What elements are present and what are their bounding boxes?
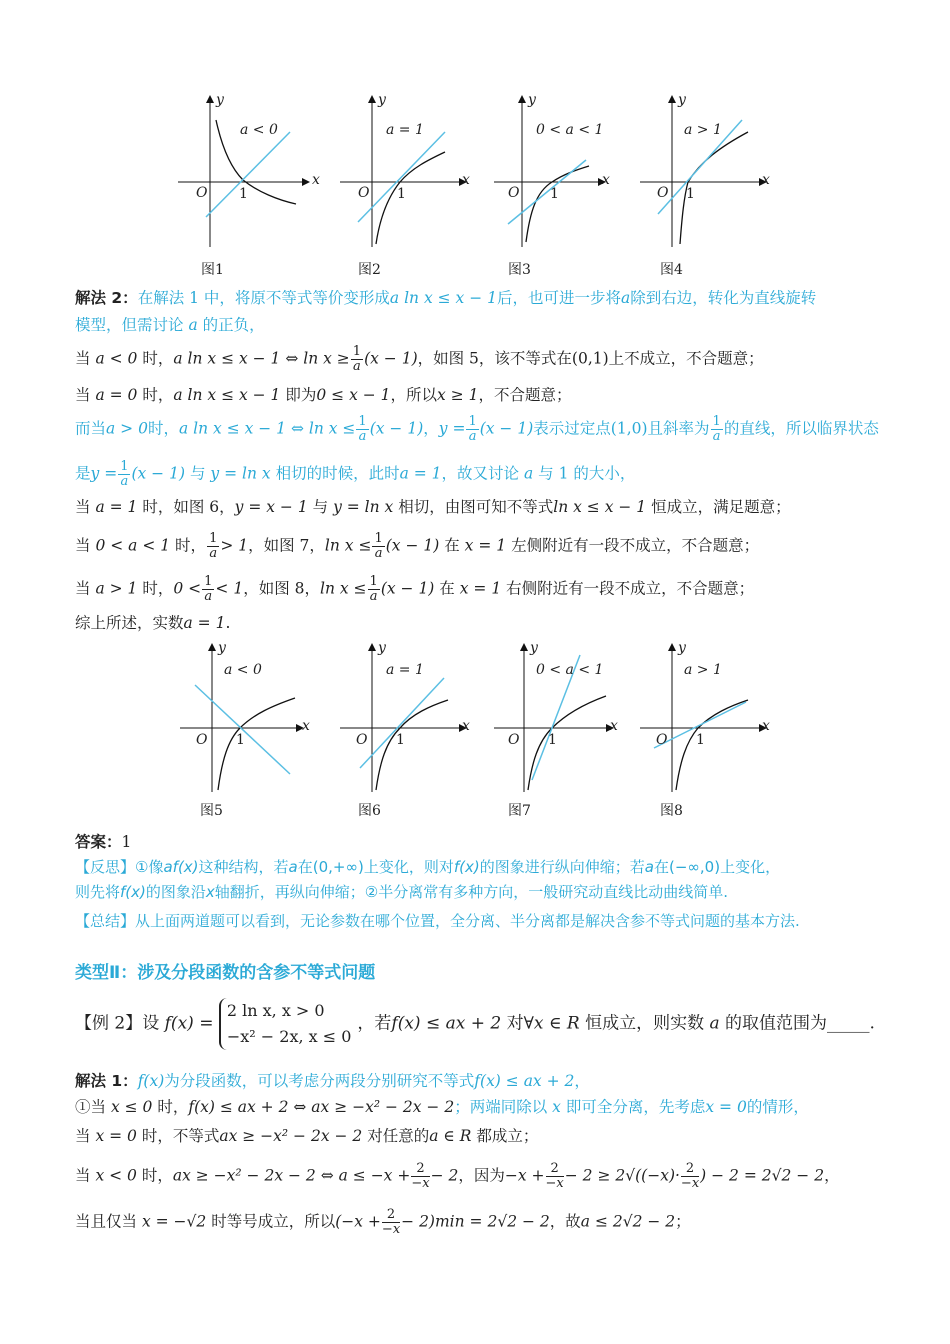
text: ，因为: [458, 1166, 505, 1185]
x-label: x: [610, 718, 618, 734]
origin-label: O: [656, 732, 668, 748]
frac-num: 2: [411, 1162, 429, 1177]
conclusion: [75, 613, 230, 633]
text: 且斜率为: [647, 419, 710, 438]
math: ax ≥ −x² − 2x − 2 ⇔ a ≤ −x +: [172, 1166, 411, 1185]
math: y = ln x: [210, 464, 271, 483]
math: a = 1: [95, 498, 138, 516]
math: ∀x ∈ R: [523, 1013, 580, 1034]
figure-2: [340, 92, 480, 278]
text: 的直线，所以临界状态: [723, 419, 879, 438]
frac-num: 1: [369, 574, 378, 589]
method2-intro-line1: [75, 288, 816, 308]
text: 当: [75, 1166, 91, 1185]
math: (−x +: [335, 1212, 381, 1231]
text: 在: [439, 579, 455, 598]
text: 都成立；: [476, 1127, 539, 1145]
math: x: [552, 1098, 561, 1116]
text: 相切的时候，此时: [275, 464, 400, 483]
math: x = 0: [95, 1127, 137, 1145]
figure-condition: a = 1: [386, 662, 424, 678]
frac-den: a: [358, 429, 367, 444]
one-label: 1: [236, 732, 245, 748]
text: 上变化，: [720, 858, 781, 876]
text: 时，: [157, 1098, 189, 1116]
math: ln x ≤ x − 1: [553, 498, 647, 516]
frac-num: 1: [204, 574, 213, 589]
text: 对: [506, 1013, 524, 1034]
answer-label: 答案：: [75, 833, 122, 851]
piece-case: 2 ln x, x > 0: [226, 1001, 325, 1020]
math: (−∞,0): [668, 858, 721, 876]
answer-blank: _____: [827, 1013, 870, 1034]
math: y =: [90, 464, 118, 483]
figure-caption: 图3: [508, 262, 531, 278]
math: (1,0): [610, 419, 648, 438]
math: f(x) ≤ ax + 2: [391, 1013, 502, 1034]
example-2: [75, 998, 875, 1050]
frac-num: 1: [358, 414, 367, 429]
text: ，若: [357, 1013, 392, 1034]
figure-caption: 图8: [660, 803, 683, 819]
frac-den: −x: [381, 1222, 401, 1237]
math: (x − 1): [364, 349, 418, 368]
math: x ≥ 1: [437, 386, 479, 404]
text: 而当: [75, 419, 107, 438]
origin-label: O: [196, 732, 208, 748]
math: a ≤ 2√2 − 2: [580, 1212, 676, 1231]
text: 当: [75, 579, 91, 598]
math: ln x ≤: [324, 536, 372, 555]
fraction: [382, 1208, 400, 1237]
text: 上不成立，不合题意；: [608, 349, 764, 368]
text: 时等号成立，所以: [211, 1212, 336, 1231]
math: (x − 1): [380, 579, 435, 598]
text: 的图象沿: [145, 883, 206, 901]
one-label: 1: [696, 732, 705, 748]
text: 在解法 1 中，将原不等式等价变形成: [137, 289, 390, 307]
text: 则先将: [75, 883, 121, 901]
math: (x − 1): [385, 536, 440, 555]
math: f(x): [120, 883, 146, 901]
frac-num: 1: [209, 531, 218, 546]
text: 与: [312, 498, 329, 516]
text: ；两端同除以: [454, 1098, 548, 1116]
math: (0,+∞): [312, 858, 364, 876]
math: f(x) =: [164, 1013, 214, 1034]
origin-label: O: [356, 732, 368, 748]
sol1-title: 解法 1：: [75, 1072, 138, 1090]
math: − 2: [430, 1166, 459, 1185]
math: a = 0: [95, 386, 138, 404]
math: y =: [438, 419, 466, 438]
text: 后，也可进一步将: [496, 289, 621, 307]
answer: [75, 832, 131, 852]
case-a-zero: [75, 385, 572, 405]
one-label: 1: [239, 186, 248, 202]
math: 0 ≤ x − 1: [316, 386, 391, 404]
figure-caption: 图1: [201, 262, 224, 278]
origin-label: O: [657, 185, 669, 201]
text: 相切，由图可知不等式: [398, 498, 554, 516]
text: 时，: [142, 579, 174, 598]
text: ①当: [75, 1098, 107, 1116]
text: 在: [653, 858, 669, 876]
x-label: x: [762, 718, 770, 734]
figure-condition: 0 < a < 1: [536, 122, 604, 138]
frac-den: a: [209, 546, 218, 561]
math: y = x − 1: [234, 498, 308, 516]
text: 时，: [147, 419, 179, 438]
math: a ln x ≤ x − 1 ⇔ ln x ≥: [173, 349, 350, 368]
math: (x − 1): [369, 419, 424, 438]
figure-3: [494, 92, 634, 278]
text: 轴翻折，再纵向伸缩；②半分离常有多种方向，一般研究动直线比动曲线简单.: [214, 883, 729, 901]
frac-num: 1: [120, 459, 129, 474]
figure-condition: 0 < a < 1: [536, 662, 604, 678]
example-tag: 【例 2】: [75, 1013, 143, 1034]
frac-num: 2: [546, 1162, 564, 1177]
math: x = 1: [464, 536, 507, 555]
math: a: [188, 316, 198, 334]
frac-den: a: [353, 359, 361, 374]
fraction: [368, 575, 380, 604]
math: x = −√2: [141, 1212, 207, 1231]
text: 右侧附近有一段不成立，不合题意；: [506, 579, 755, 598]
text: 与 1 的大小，: [538, 464, 636, 483]
math: a ln x ≤ x − 1: [389, 289, 497, 307]
sol1-step2: [75, 1126, 538, 1146]
math: y = ln x: [333, 498, 394, 516]
y-label: y: [528, 92, 536, 108]
text: 左侧附近有一段不成立，不合题意；: [511, 536, 760, 555]
frac-num: 1: [712, 414, 721, 429]
fraction: [207, 532, 219, 561]
text: 除到右边，转化为直线旋转: [630, 289, 817, 307]
method2-intro-line2: [75, 315, 265, 335]
math: (x − 1): [131, 464, 186, 483]
sol1-step3: [75, 1162, 840, 1191]
piece-case: −x² − 2x, x ≤ 0: [226, 1027, 352, 1046]
math: a: [709, 1013, 720, 1034]
math: > 1: [220, 536, 249, 555]
figure-condition: a > 1: [684, 662, 722, 678]
y-label: y: [218, 640, 226, 656]
text: ，: [423, 419, 439, 438]
math: x < 0: [95, 1166, 137, 1185]
math: − 2 ≥ 2√((−x)·: [564, 1166, 680, 1185]
figure-caption: 图7: [508, 803, 531, 819]
reflection-line2: [75, 882, 728, 902]
text: 时，: [142, 349, 174, 368]
figure-5: [180, 640, 320, 819]
text: ，故又讨论: [441, 464, 520, 483]
text: 与: [189, 464, 206, 483]
figure-1: [178, 92, 320, 278]
x-label: x: [762, 172, 770, 188]
figure-6: [340, 640, 480, 819]
case-a-between: [75, 532, 759, 561]
figure-7: [494, 640, 634, 819]
section-heading: 类型Ⅱ：涉及分段函数的含参不等式问题: [75, 963, 376, 983]
y-label: y: [530, 640, 538, 656]
math: −x +: [504, 1166, 545, 1185]
frac-den: −x: [411, 1176, 430, 1191]
text: 即可全分离，先考虑: [565, 1098, 706, 1116]
origin-label: O: [358, 185, 370, 201]
graph-2: [340, 92, 480, 257]
frac-num: 2: [382, 1208, 400, 1223]
math: a = 1: [183, 614, 226, 632]
text: 当: [75, 1127, 91, 1145]
y-label: y: [378, 640, 386, 656]
frac-den: a: [120, 474, 129, 489]
text: 的情形，: [746, 1098, 809, 1116]
figure-8: [640, 640, 780, 819]
answer-value: 1: [121, 833, 132, 851]
math: < 1: [215, 579, 244, 598]
frac-num: 1: [352, 344, 362, 359]
text: 的取值范围为: [725, 1013, 828, 1034]
text: 时，: [142, 386, 174, 404]
math: a: [644, 858, 654, 876]
text: ①像: [135, 858, 164, 876]
graph-1: [178, 92, 318, 257]
figure-condition: a < 0: [240, 122, 278, 138]
sol1-intro: [75, 1071, 590, 1091]
x-label: x: [462, 172, 470, 188]
x-label: x: [312, 172, 320, 188]
text: .: [225, 614, 231, 632]
y-label: y: [378, 92, 386, 108]
text: ，不合题意；: [478, 386, 572, 404]
text: 对任意的: [367, 1127, 430, 1145]
origin-label: O: [508, 185, 520, 201]
text: 当: [75, 349, 91, 368]
one-label: 1: [548, 732, 557, 748]
text: 时，: [141, 1166, 173, 1185]
summary-tag: 【总结】: [75, 912, 136, 930]
text: 即为: [285, 386, 317, 404]
text: 当: [75, 536, 91, 555]
fraction: [118, 460, 130, 489]
frac-den: −x: [545, 1176, 564, 1191]
math: (x − 1): [479, 419, 534, 438]
text: 表示过定点: [533, 419, 611, 438]
text: 模型，但需讨论: [75, 316, 184, 334]
math: ln x ≤: [320, 579, 367, 598]
math: ) − 2 = 2√2 − 2: [700, 1166, 825, 1185]
math: a > 0: [106, 419, 148, 438]
text: 设: [142, 1013, 160, 1034]
origin-label: O: [508, 732, 520, 748]
math: a: [288, 858, 298, 876]
case-a-greater: [75, 575, 754, 604]
math: x = 0: [705, 1098, 747, 1116]
text: 综上所述，实数: [75, 614, 184, 632]
y-label: y: [678, 92, 686, 108]
frac-den: −x: [680, 1176, 700, 1191]
text: 当且仅当: [75, 1212, 138, 1231]
frac-den: a: [712, 429, 721, 444]
reflection-tag: 【反思】: [75, 858, 136, 876]
fraction: [372, 532, 384, 561]
fraction: [351, 345, 363, 374]
math: ax ≥ −x² − 2x − 2: [219, 1127, 363, 1145]
math: 0 <: [173, 579, 202, 598]
text: 时，如图 6，: [142, 498, 235, 516]
text: ，故: [549, 1212, 581, 1231]
case-a-one: [75, 497, 791, 517]
figure-caption: 图5: [200, 803, 223, 819]
frac-num: 1: [468, 414, 477, 429]
x-label: x: [462, 718, 470, 734]
one-label: 1: [550, 186, 559, 202]
figure-caption: 图6: [358, 803, 381, 819]
text: 的图象进行纵向伸缩；若: [479, 858, 645, 876]
math: x: [205, 883, 215, 901]
math: x = 1: [459, 579, 502, 598]
fraction: [681, 1162, 699, 1191]
text: ，如图 5，该不等式在: [417, 349, 572, 368]
text: ，如图 8，: [243, 579, 320, 598]
figure-caption: 图4: [660, 262, 683, 278]
x-label: x: [302, 718, 310, 734]
text: 时，: [175, 536, 207, 555]
case-a-positive: [75, 415, 879, 444]
one-label: 1: [686, 186, 695, 202]
sol1-step4: [75, 1208, 691, 1237]
math: f(x): [453, 858, 480, 876]
y-label: y: [216, 92, 224, 108]
fraction: [466, 415, 478, 444]
graph-3: [494, 92, 634, 257]
text: 这种结构，若: [198, 858, 289, 876]
text: ，所以: [390, 386, 438, 404]
method2-title: 解法 2：: [75, 289, 138, 307]
math: f(x) ≤ ax + 2: [474, 1072, 575, 1090]
origin-label: O: [196, 185, 208, 201]
math: a: [523, 464, 534, 483]
text: ，: [574, 1072, 590, 1090]
math: a ln x ≤ x − 1: [173, 386, 281, 404]
text: ，: [824, 1166, 840, 1185]
text: .: [869, 1013, 875, 1034]
frac-den: a: [468, 429, 477, 444]
fraction: [711, 415, 723, 444]
text: 当: [75, 498, 91, 516]
frac-den: a: [369, 589, 378, 604]
math: a: [620, 289, 631, 307]
sol1-step1: [75, 1097, 809, 1117]
text: 为分段函数，可以考虑分两段分别研究不等式: [164, 1072, 475, 1090]
math: 0 < a < 1: [95, 536, 171, 555]
fraction: [202, 575, 214, 604]
fraction: [411, 1162, 429, 1191]
one-label: 1: [397, 186, 406, 202]
frac-den: a: [204, 589, 213, 604]
tangent-condition: [75, 460, 635, 489]
figure-condition: a > 1: [684, 122, 722, 138]
frac-num: 2: [681, 1162, 699, 1177]
text: ；: [675, 1212, 691, 1231]
math: a > 1: [95, 579, 138, 598]
math: a ∈ R: [429, 1127, 472, 1145]
math: f(x): [137, 1072, 165, 1090]
summary: [75, 911, 800, 931]
math: a ln x ≤ x − 1 ⇔ ln x ≤: [178, 419, 356, 438]
text: 当: [75, 386, 91, 404]
x-label: x: [602, 172, 610, 188]
figure-condition: a < 0: [224, 662, 262, 678]
text: 恒成立，则实数: [585, 1013, 705, 1034]
one-label: 1: [396, 732, 405, 748]
math: x ≤ 0: [110, 1098, 153, 1116]
case-a-negative: [75, 345, 764, 374]
math: af(x): [163, 858, 199, 876]
fraction: [546, 1162, 564, 1191]
text: 的正负，: [202, 316, 265, 334]
text: 是: [75, 464, 91, 483]
figure-4: [640, 92, 780, 278]
figure-condition: a = 1: [386, 122, 424, 138]
frac-num: 1: [374, 531, 383, 546]
text: 在: [444, 536, 460, 555]
math: − 2)min = 2√2 − 2: [401, 1212, 550, 1231]
text: 上变化，则对: [363, 858, 454, 876]
math: a < 0: [95, 349, 138, 368]
frac-den: a: [374, 546, 383, 561]
math: (0,1): [571, 349, 609, 368]
math: a = 1: [399, 464, 442, 483]
y-label: y: [678, 640, 686, 656]
figure-caption: 图2: [358, 262, 381, 278]
math: f(x) ≤ ax + 2 ⇔ ax ≥ −x² − 2x − 2: [188, 1098, 455, 1116]
text: 在: [297, 858, 313, 876]
fraction: [356, 415, 368, 444]
text: 恒成立，满足题意；: [651, 498, 791, 516]
text: ，如图 7，: [248, 536, 325, 555]
piecewise: [219, 998, 358, 1050]
reflection-line1: [75, 857, 780, 877]
text: 时，不等式: [141, 1127, 220, 1145]
summary-text: 从上面两道题可以看到，无论参数在哪个位置，全分离、半分离都是解决含参不等式问题的基本方法.: [135, 912, 800, 930]
graph-4: [640, 92, 780, 257]
